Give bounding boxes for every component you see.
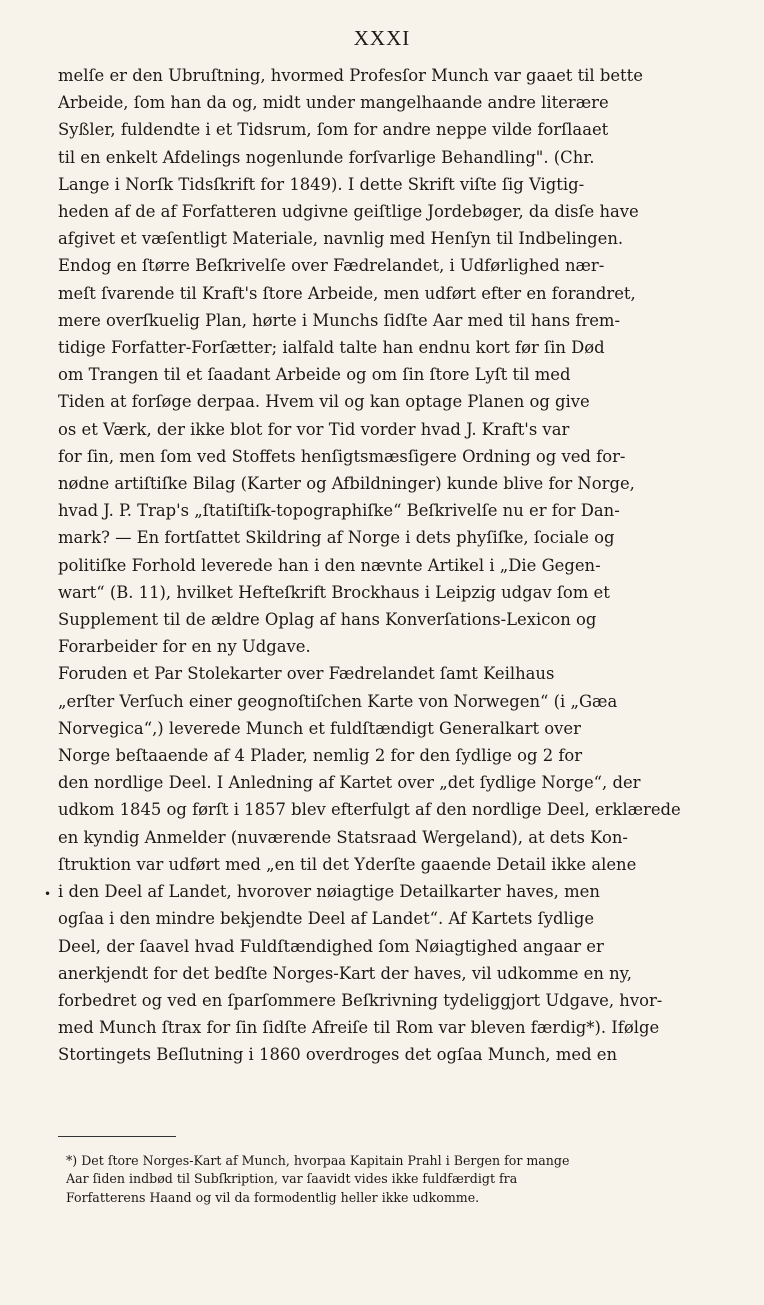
text-line: med Munch ſtrax for ſin ſidſte Afreiſe til Rom var bleven færdig*). Ifølge xyxy=(58,1018,660,1038)
text-line: Stortingets Beſlutning i 1860 overdroges det ogſaa Munch, med en xyxy=(58,1045,618,1065)
text-line: mere overſkuelig Plan, hørte i Munchs ſidſte Aar med til hans frem- xyxy=(58,310,621,330)
text-line: forbedret og ved en ſparſommere Beſkrivning tydeliggjort Udgave, hvor- xyxy=(58,990,663,1010)
text-line: en kyndig Anmelder (nuværende Statsraad Wergeland), at dets Kon- xyxy=(58,827,628,847)
text-line: Lange i Norſk Tidsſkrift for 1849). I dette Skrift viſte ſig Vigtig- xyxy=(58,174,585,194)
text-line: hvad J. P. Trap's „ſtatiſtiſk-topographiſke“ Beſkrivelſe nu er for Dan- xyxy=(58,501,620,521)
text-line: ogſaa i den mindre bekjendte Deel af Landet“. Af Kartets ſydlige xyxy=(58,909,595,929)
text-line: politiſke Forhold leverede han i den nævnte Artikel i „Die Gegen- xyxy=(58,555,601,575)
text-line: „erſter Verſuch einer geognoſtiſchen Karte von Norwegen“ (i „Gæa xyxy=(58,691,618,711)
text-line: Deel, der ſaavel hvad Fuldſtændighed ſom Nøiagtighed angaar er xyxy=(58,936,604,956)
text-line: Norge beſtaaende af 4 Plader, nemlig 2 for den ſydlige og 2 for xyxy=(58,746,583,766)
text-line: wart“ (B. 11), hvilket Hefteſkrift Brockhaus i Leipzig udgav ſom et xyxy=(58,582,610,602)
footnote-rule xyxy=(58,1136,176,1137)
text-line: Forarbeider for en ny Udgave. xyxy=(58,637,311,657)
body-text xyxy=(58,62,718,1069)
text-line: ſtruktion var udført med „en til det Yderſte gaaende Detail ikke alene xyxy=(58,854,637,874)
text-line: den nordlige Deel. I Anledning af Kartet over „det ſydlige Norge“, der xyxy=(58,773,641,793)
text-line: anerkjendt for det bedſte Norges-Kart der haves, vil udkomme en ny, xyxy=(58,963,632,983)
footnote-line: *) Det ſtore Norges-Kart af Munch, hvorpaa Kapitain Prahl i Bergen for mange xyxy=(66,1153,570,1168)
footnote-line: Forfatterens Haand og vil da formodentlig heller ikke udkomme. xyxy=(66,1189,480,1205)
text-line: Syßler, fuldendte i et Tidsrum, ſom for andre neppe vilde forſlaaet xyxy=(58,120,609,140)
page-number: XXXI xyxy=(353,26,411,50)
text-line: Arbeide, ſom han da og, midt under mangelhaande andre literære xyxy=(58,93,609,113)
text-line: mark? — En fortſattet Skildring af Norge i dets phyſiſke, ſociale og xyxy=(58,528,615,548)
text-line: heden af de af Forfatteren udgivne geiſtlige Jordebøger, da disſe have xyxy=(58,202,639,222)
text-line: Endog en ſtørre Beſkrivelſe over Fædrelandet, i Udførlighed nær- xyxy=(58,256,605,276)
text-line: afgivet et væſentligt Materiale, navnlig med Henſyn til Indbelingen. xyxy=(58,229,624,249)
text-line: tidige Forfatter-Forſætter; ialfald talte han endnu kort før ſin Død xyxy=(58,338,605,358)
text-line: melſe er den Ubruſtning, hvormed Profesſor Munch var gaaet til bette xyxy=(58,66,643,85)
text-line: Supplement til de ældre Oplag af hans Konverſations-Lexicon og xyxy=(58,610,597,630)
text-line: Norvegica“,) leverede Munch et fuldſtændigt Generalkart over xyxy=(58,718,581,738)
text-line: i den Deel af Landet, hvorover nøiagtige Detailkarter haves, men xyxy=(58,882,600,902)
text-line: os et Værk, der ikke blot for vor Tid vorder hvad J. Kraft's var xyxy=(58,419,570,439)
text-line: udkom 1845 og førſt i 1857 blev efterfulgt af den nordlige Deel, erklærede xyxy=(58,800,681,820)
text-line: Tiden at forſøge derpaa. Hvem vil og kan optage Planen og give xyxy=(58,392,590,412)
text-line: Foruden et Par Stolekarter over Fædrelandet ſamt Keilhaus xyxy=(58,664,555,684)
text-line: nødne artiſtiſke Bilag (Karter og Afbildninger) kunde blive for Norge, xyxy=(58,474,635,494)
text-line: til en enkelt Afdelings nogenlunde forſvarlige Behandling". (Chr. xyxy=(58,147,595,167)
text-line: meſt ſvarende til Kraft's ſtore Arbeide, men udført efter en forandret, xyxy=(58,283,636,303)
footnote-line: Aar ſiden indbød til Subſkription, var ſaavidt vides ikke fuldfærdigt fra xyxy=(66,1171,518,1187)
margin-mark: • xyxy=(44,887,52,901)
text-line: om Trangen til et ſaadant Arbeide og om ſin ſtore Lyſt til med xyxy=(58,365,571,385)
footnote xyxy=(66,1152,718,1207)
text-line: for ſin, men ſom ved Stoffets henſigtsmæsſigere Ordning og ved for- xyxy=(58,446,626,466)
